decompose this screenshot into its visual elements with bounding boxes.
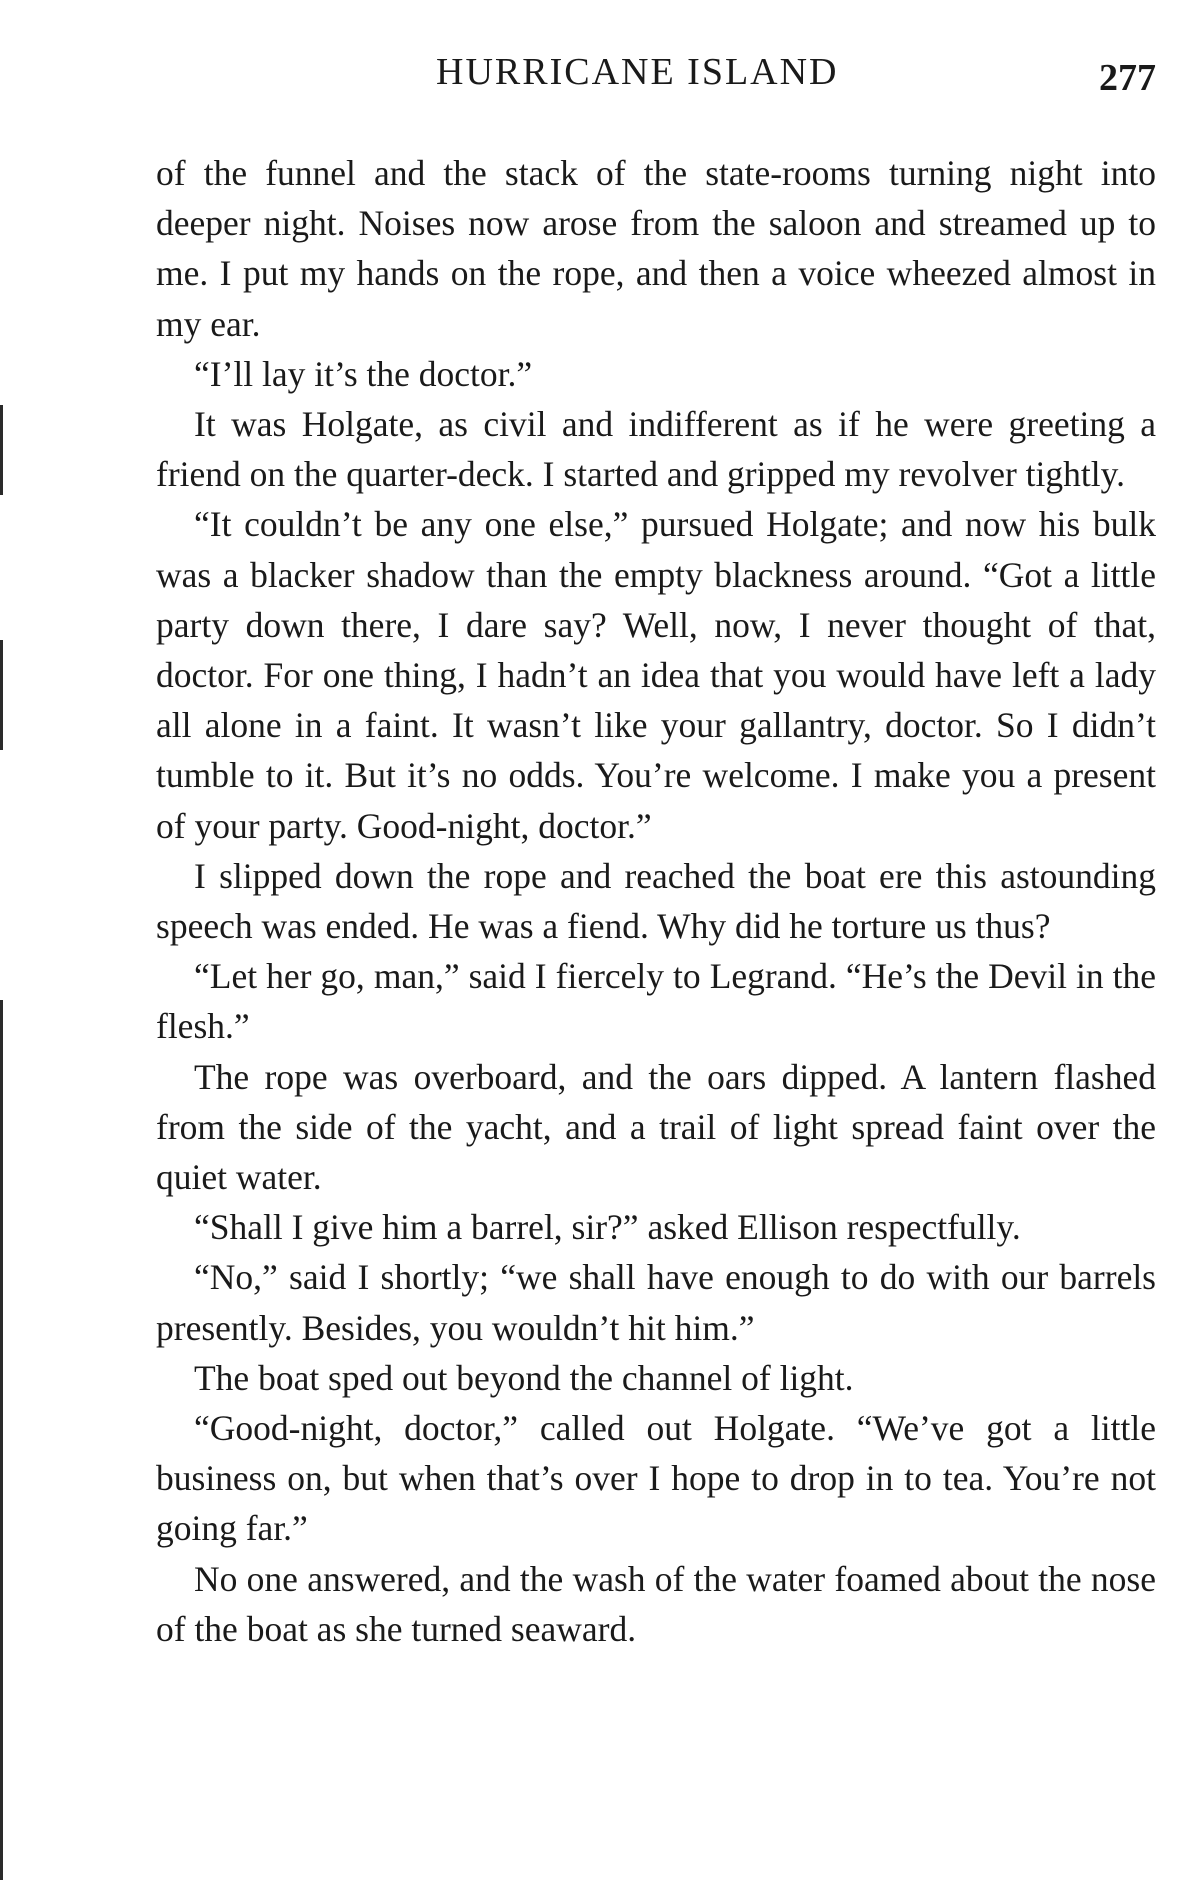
paragraph: “No,” said I shortly; “we shall have enough to do with our barrels presently. Besides, you wouldn’t hit him.”: [156, 1257, 1156, 1348]
body-text: [156, 148, 1156, 1654]
paragraph: “It couldn’t be any one else,” pursued Holgate; and now his bulk was a blacker shadow than the empty blackness around. “Got a little party down there, I dare say? Well, now, I never thought of that, doctor. For one thing, I hadn’t an idea that you would have left a lady all alone in a faint. It wasn’t like your gallantry, doctor. So I didn’t tumble to it. But it’s no odds. You’re welcome. I make you a present of your party. Good-night, doctor.”: [156, 504, 1156, 846]
paragraph: “Good-night, doctor,” called out Holgate. “We’ve got a little business on, but when that’s over I hope to drop in to tea. You’re not going far.”: [156, 1408, 1156, 1549]
paragraph: It was Holgate, as civil and indifferent as if he were greeting a friend on the quarter-deck. I started and gripped my revolver tightly.: [156, 404, 1156, 495]
paragraph: “Let her go, man,” said I fiercely to Legrand. “He’s the Devil in the flesh.”: [156, 956, 1156, 1047]
paragraph: No one answered, and the wash of the water foamed about the nose of the boat as she turned seaward.: [156, 1558, 1156, 1649]
paragraph: “I’ll lay it’s the doctor.”: [194, 353, 533, 394]
running-head: [156, 50, 1156, 100]
running-title: HURRICANE ISLAND: [436, 51, 839, 93]
paragraph: “Shall I give him a barrel, sir?” asked Ellison respectfully.: [194, 1207, 1021, 1248]
paragraph: The rope was overboard, and the oars dipped. A lantern flashed from the side of the yacht, and a trail of light spread faint over the quiet water.: [156, 1056, 1156, 1198]
scan-margin-line: [0, 640, 3, 750]
page-number: 277: [1099, 57, 1156, 99]
scan-margin-line: [0, 1000, 3, 1880]
paragraph: of the funnel and the stack of the state-rooms turning night into deeper night. Noises now arose from the saloon and streamed up to me. I put my hands on the rope, and then a voice wheezed almost in my ear.: [156, 153, 1156, 344]
paragraph: The boat sped out beyond the channel of light.: [194, 1357, 854, 1398]
paragraph: I slipped down the rope and reached the boat ere this astounding speech was ended. He was a fiend. Why did he torture us thus?: [156, 855, 1156, 947]
scan-margin-line: [0, 405, 3, 495]
